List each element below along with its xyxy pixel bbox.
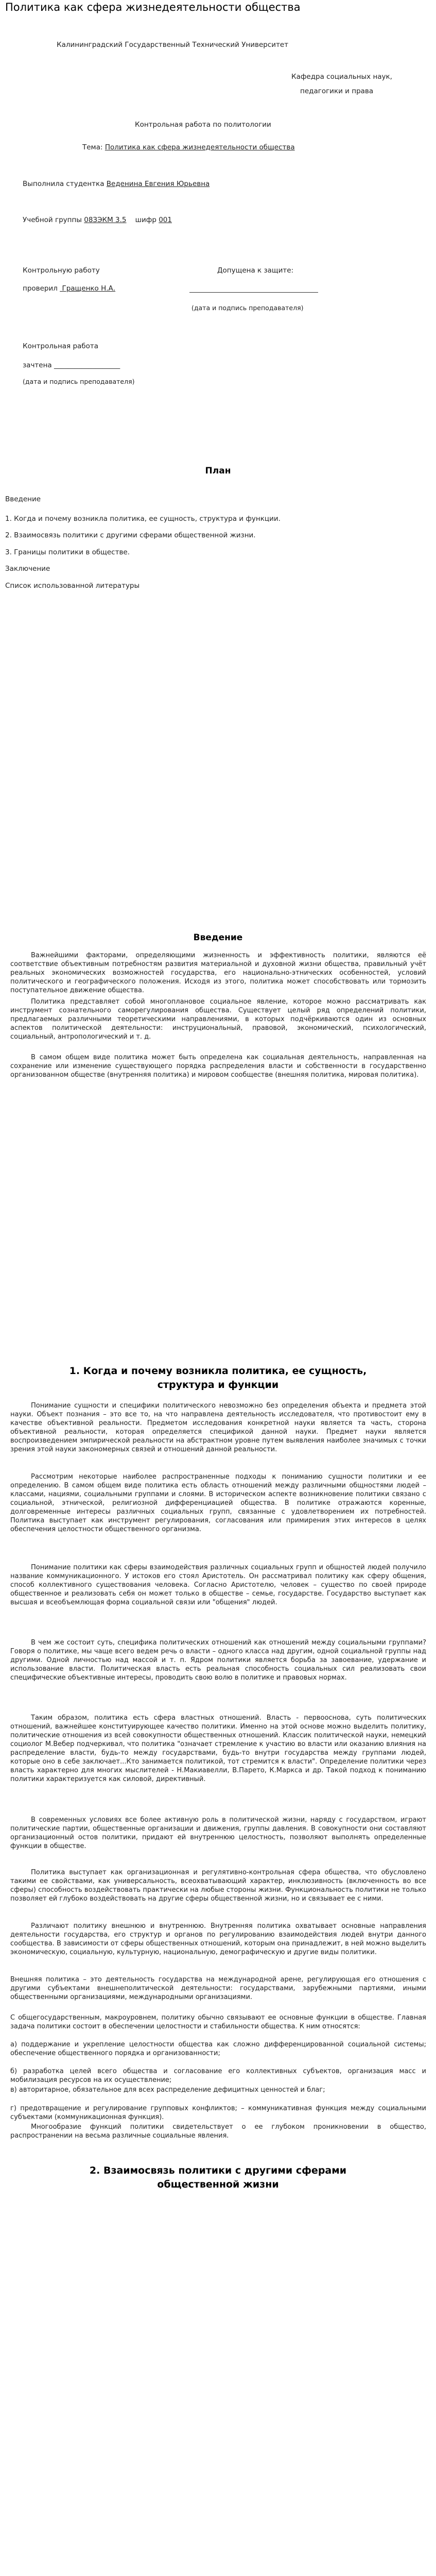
section2-heading: [0, 2164, 436, 2192]
student-name: Веденина Евгения Юрьевна: [106, 180, 210, 188]
section2-heading-line1: 2. Взаимосвязь политики с другими сферами: [89, 2165, 347, 2176]
theme-label: Тема:: [82, 143, 105, 151]
intro-paragraph: Важнейшими факторами, определяющими жизненность и эффективность политики, являются её соответствие объективным потребностям развития материальной и духовной жизни общества, правильный учёт реальных экономических возможностей государства, его национально-этнических особенностей, условий политического и географического положения. Исходя из этого, политика может способствовать или тормозить поступательное движение общества.: [10, 952, 426, 994]
teacher-signature-note-1: (дата и подпись преподавателя): [191, 304, 304, 312]
section1-paragraph: С общегосударственным, макроуровнем, политику обычно связывают ее основные функции в обществе. Главная задача политики состоит в обеспечении целостности и стабильности общества. К ним относятся:: [10, 2014, 426, 2030]
plan-item: Заключение: [5, 565, 50, 573]
cipher-label: шифр: [126, 216, 159, 224]
department-name: Кафедра социальных наук,: [291, 73, 392, 81]
section1-paragraph: Различают политику внешнюю и внутреннюю. Внутренняя политика охватывает основные направления деятельности государства, его структур и органов по регулированию взаимодействия людей внутри данного сообщества. В зависимости от сферы общественных отношений, которым она принадлежит, в ней можно выделить экономическую, социальную, культурную, национальную, демографическую и другие виды политики.: [10, 1922, 426, 1956]
plan-item: 3. Границы политики в обществе.: [5, 548, 130, 556]
section1-paragraph: в) авторитарное, обязательное для всех распределение дефицитных ценностей и благ;: [10, 2086, 325, 2094]
plan-item: Введение: [5, 495, 41, 503]
group-value: 08ЗЭКМ 3.5: [84, 216, 127, 224]
section1-paragraph: Понимание сущности и специфики политического невозможно без определения объекта и предмета этой науки. Объект познания – это все то, на что направлена деятельность исследователя, что противостоит ему в качестве объективной реальности. Предметом исследования конкретной науки является та часть, сторона объективной реальности, которая определяется спецификой данной науки. Предмет науки является воспроизведением эмпирической реальности на абстрактном уровне путем выявления наиболее значимых с точки зрения этой науки закономерных связей и отношений данной реальности.: [10, 1402, 426, 1453]
plan-item: 2. Взаимосвязь политики с другими сферами общественной жизни.: [5, 531, 256, 539]
checked-label: проверил: [23, 284, 60, 293]
plan-item: Список использованной литературы: [5, 582, 140, 590]
check-work-label: Контрольная работа: [23, 342, 99, 350]
section1-heading: [0, 1364, 436, 1392]
group-label: Учебной группы: [23, 216, 84, 224]
checked-line: [23, 284, 115, 293]
section1-paragraph: В чем же состоит суть, специфика политических отношений как отношений между социальными группами? Говоря о политике, мы чаще всего ведем речь о власти – одного класса над другим, одной социальной группы над другими. Одной личностью над массой и т. п. Ядром политики является борьба за завоевание, удержание и использование власти. Политическая власть есть реальная способность социальных сил реализовать свои специфические объективные интересы, проводить свою волю в политике и правовых нормах.: [10, 1639, 426, 1682]
admitted-signature-line: [189, 292, 318, 293]
section1-paragraph: Понимание политики как сферы взаимодействия различных социальных групп и общностей людей получило название коммуникационного. У истоков его стоял Аристотель. Он рассматривал политику как сферу общения, способ коллективного существования человека. Согласно Аристотелю, человек – существо по своей природе общественное и реализовать себя он может только в обществе – семье, государстве. Государство выступает как высшая и всеобъемлющая форма социальной связи или "общения" людей.: [10, 1564, 426, 1606]
section1-paragraph: Политика выступает как организационная и регулятивно-контрольная сфера общества, что обусловлено такими ее свойствами, как универсальность, всеохватывающий характер, инклюзивность (включенность во все сферы) способность воздействовать практически на любые стороны жизни. Функциональность политики не только позволяет ей глубоко воздействовать на другие сферы общественной жизни, но и связывает ее с ними.: [10, 1869, 426, 1903]
section1-paragraph: Внешняя политика – это деятельность государства на международной арене, регулирующая его отношения с другими субъектами внешнеполитической деятельности: государствами, зарубежными партиями, иными общественными организациями, международными организациями.: [10, 1976, 426, 2001]
section1-paragraph: б) разработка целей всего общества и согласование его коллективных субъектов, организация масс и мобилизация ресурсов на их осуществление;: [10, 2067, 426, 2084]
work-type: Контрольная работа по политологии: [135, 121, 271, 129]
section1-paragraph: Рассмотрим некоторые наиболее распространенные подходы к пониманию сущности политики и ее определению. В самом общем виде политика есть область отношений между различными общностями людей – классами, нациями, социальными группами и слоями. В историческом аспекте возникновение политики связано с социальной, этнической, религиозной дифференциацией общества. В политике отражаются коренные, долговременные интересы различных социальных групп, связанные с удовлетворением их потребностей. Политика выступает как инструмент регулирования, согласования или примирения этих интересов в целях обеспечения целостности общественного организма.: [10, 1473, 426, 1533]
passed-line: [23, 361, 120, 370]
intro-paragraph: Политика представляет собой многоплановое социальное явление, которое можно рассматривать как инструмент сознательного саморегулирования общества. Существует целый ряд определений политики, предлагаемых различными теоретическими направлениями, в которых подчёркиваются один из основных аспектов политической деятельности: инструциональный, правовой, экономический, психологический, социальный, антропологический и т. д.: [10, 998, 426, 1041]
intro-paragraph: В самом общем виде политика может быть определена как социальная деятельность, направленная на сохранение или изменение существующего порядка распределения власти и собственности в государственно организованном обществе (внутренняя политика) и мировом сообществе (внешняя политика, мировая политика).: [10, 1054, 426, 1079]
university-name: Калининградский Государственный Технический Университет: [57, 41, 289, 49]
plan-item: 1. Когда и почему возникла политика, ее сущность, структура и функции.: [5, 515, 281, 523]
teacher-signature-note-2: (дата и подпись преподавателя): [23, 378, 135, 385]
plan-heading: План: [205, 466, 231, 476]
section1-paragraph: г) предотвращение и регулирование групповых конфликтов; – коммуникативная функция между социальными субъектами (коммуникационная функция).: [10, 2105, 426, 2121]
section1-paragraph: В современных условиях все более активную роль в политической жизни, наряду с государством, играют политические партии, общественные организации и движения, группы давления. В совокупности они составляют организационный остов политики, придают ей внутреннюю целостность, позволяют выполнять определенные функции в обществе.: [10, 1816, 426, 1850]
passed-label: зачтена: [23, 361, 54, 369]
passed-blank: ___________________: [54, 361, 120, 369]
group-line: [23, 215, 172, 225]
section1-paragraph: Многообразие функций политики свидетельствует о ее глубоком проникновении в общество, распространении на весьма различные социальные явления.: [10, 2123, 426, 2140]
check-label: Контрольную работу: [23, 266, 100, 275]
work-theme: [82, 143, 295, 152]
section2-heading-line2: общественной жизни: [157, 2179, 279, 2190]
theme-value: Политика как сфера жизнедеятельности общества: [104, 143, 295, 151]
department-name-line2: педагогики и права: [300, 87, 374, 95]
document-title: Политика как сфера жизнедеятельности общества: [5, 1, 301, 13]
student-label: Выполнила студентка: [23, 180, 107, 188]
section1-heading-line2: структура и функции: [157, 1379, 279, 1391]
cipher-value: 001: [159, 216, 172, 224]
section1-paragraph: а) поддержание и укрепление целостности общества как сложно дифференцированной социальной системы; обеспечение общественного порядка и организованности;: [10, 2041, 426, 2057]
student-line: [23, 179, 210, 189]
intro-heading: Введение: [193, 933, 243, 943]
admitted-label: Допущена к защите:: [217, 266, 294, 275]
checker-name: Гращенко Н.А.: [60, 284, 116, 293]
section1-paragraph: Таким образом, политика есть сфера властных отношений. Власть - первооснова, суть политических отношений, важнейшее конституирующее качество политики. Именно на этой основе можно выделить политику, политические отношения из всей совокупности общественных отношений. Классик политической науки, немецкий социолог М.Вебер подчеркивал, что политика "означает стремление к участию во власти или оказанию влияния на распределение власти, будь-то между государствами, будь-то внутри государства между группами людей, которые оно в себе заключает...Кто занимается политикой, тот стремится к власти". Определение политики через власть характерно для многих мыслителей - Н.Макиавелли, В.Парето, К.Маркса и др. Такой подход к пониманию политики характеризуется как силовой, директивный.: [10, 1714, 426, 1783]
section1-heading-line1: 1. Когда и почему возникла политика, ее сущность,: [69, 1365, 367, 1377]
